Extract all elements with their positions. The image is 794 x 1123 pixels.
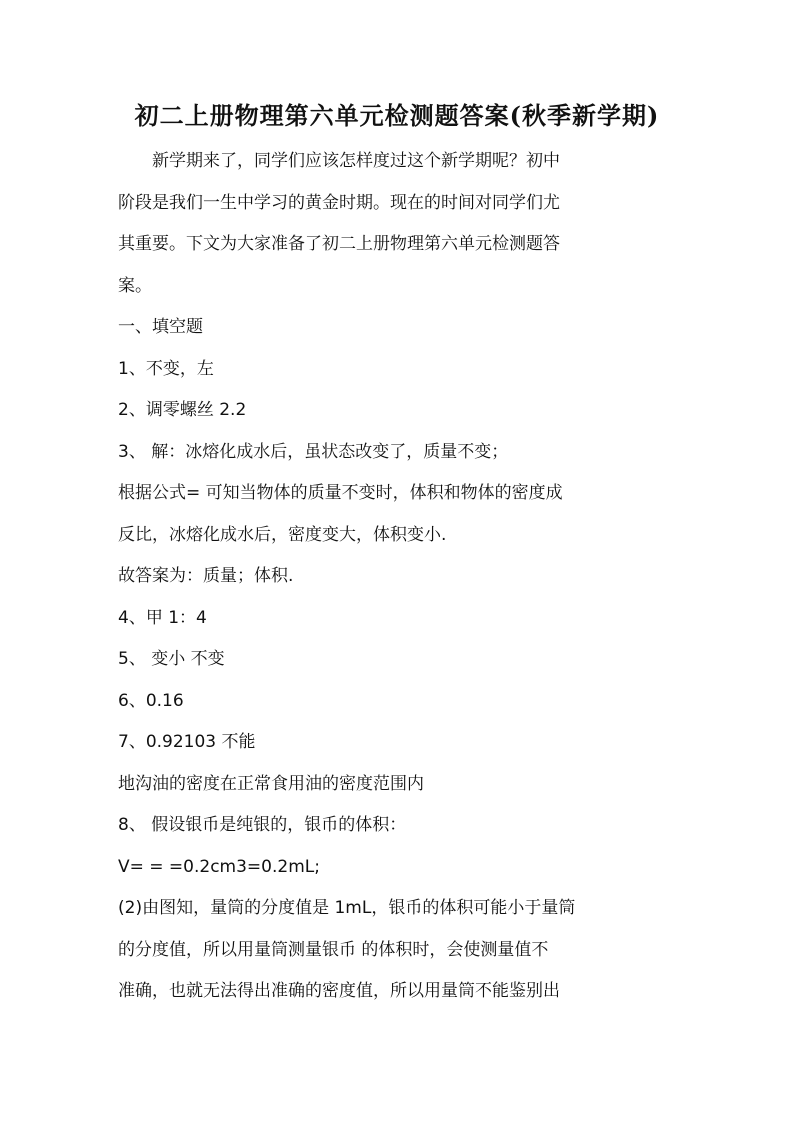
answer-8-formula: V= = =0.2cm3=0.2mL; — [118, 856, 320, 877]
answer-5: 5、 变小 不变 — [118, 649, 225, 669]
answer-3-explanation-2: 反比，冰熔化成水后，密度变大，体积变小. — [118, 524, 447, 545]
answer-3-explanation-1: 根据公式= 可知当物体的质量不变时，体积和物体的密度成 — [118, 483, 563, 503]
answer-8-part2-line-1: (2)由图知，量筒的分度值是 1mL，银币的体积可能小于量筒 — [118, 898, 576, 918]
document-body — [118, 141, 678, 1013]
answer-2: 2、调零螺丝 2.2 — [118, 400, 247, 420]
answer-8-part2-line-2: 的分度值，所以用量筒测量银币 的体积时，会使测量值不 — [118, 939, 549, 960]
intro-line-4: 案。 — [118, 275, 152, 296]
answer-7-explanation: 地沟油的密度在正常食用油的密度范围内 — [118, 773, 424, 794]
section-heading-fill-blank: 一、填空题 — [118, 317, 203, 337]
answer-8-part2-line-3: 准确，也就无法得出准确的密度值，所以用量筒不能鉴别出 — [118, 981, 560, 1001]
answer-7: 7、0.92103 不能 — [118, 732, 256, 752]
answer-3-conclusion: 故答案为：质量；体积. — [118, 566, 294, 586]
answer-3: 3、 解：冰熔化成水后，虽状态改变了，质量不变； — [118, 441, 509, 462]
intro-line-1: 新学期来了，同学们应该怎样度过这个新学期呢？初中 — [152, 151, 560, 171]
document-title: 初二上册物理第六单元检测题答案(秋季新学期) — [134, 101, 660, 130]
intro-line-3: 其重要。下文为大家准备了初二上册物理第六单元检测题答 — [118, 234, 560, 254]
answer-1: 1、不变，左 — [118, 358, 214, 379]
intro-line-2: 阶段是我们一生中学习的黄金时期。现在的时间对同学们尤 — [118, 192, 560, 213]
answer-6: 6、0.16 — [118, 690, 184, 711]
answer-8: 8、 假设银币是纯银的，银币的体积： — [118, 815, 407, 835]
answer-4: 4、甲 1：4 — [118, 607, 207, 628]
